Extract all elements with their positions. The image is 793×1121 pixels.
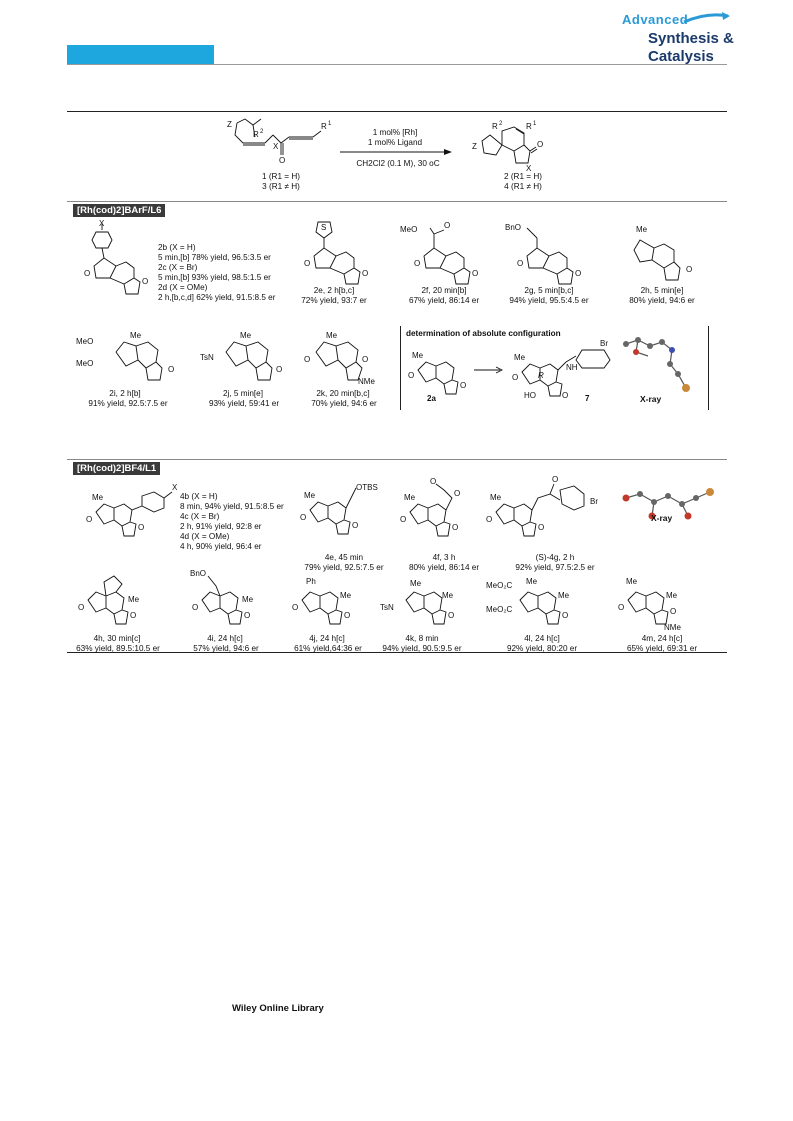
svg-text:S: S xyxy=(321,223,327,232)
svg-text:NMe: NMe xyxy=(664,623,681,632)
svg-text:O: O xyxy=(454,489,461,498)
entry-2g-result: 94% yield, 95.5:4.5 er xyxy=(509,296,589,305)
svg-text:O: O xyxy=(352,521,359,530)
entry-2h-label: 2h, 5 min[e] xyxy=(640,286,684,295)
header-divider xyxy=(67,64,727,65)
entry-4i-result: 57% yield, 94:6 er xyxy=(193,644,259,653)
svg-text:O: O xyxy=(130,611,137,620)
structure-4f xyxy=(400,478,480,555)
det-label-7: 7 xyxy=(585,394,590,403)
structure-4e xyxy=(300,480,380,555)
reagent-rh: 1 mol% [Rh] xyxy=(372,128,418,137)
svg-text:O: O xyxy=(244,611,251,620)
svg-text:MeO: MeO xyxy=(76,359,94,368)
entry-4b-result: 8 min, 94% yield, 91.5:8.5 er xyxy=(180,502,284,511)
entry-2e-label: 2e, 2 h[b,c] xyxy=(313,286,355,295)
svg-text:Br: Br xyxy=(600,340,608,348)
entry-2b-result: 5 min,[b] 78% yield, 96.5:3.5 er xyxy=(158,253,271,262)
section2-rule xyxy=(67,459,727,460)
svg-text:O: O xyxy=(138,523,145,532)
svg-text:Me: Me xyxy=(128,595,140,604)
svg-text:O: O xyxy=(472,269,479,278)
svg-text:O: O xyxy=(552,475,559,484)
svg-text:Me: Me xyxy=(130,331,142,340)
entry-4c-result: 2 h, 91% yield, 92:8 er xyxy=(180,522,262,531)
entry-4j-result: 61% yield,64:36 er xyxy=(294,644,362,653)
entry-4l-label: 4l, 24 h[c] xyxy=(524,634,560,643)
product-label-4: 4 (R1 ≠ H) xyxy=(504,182,542,191)
svg-text:Me: Me xyxy=(490,493,502,502)
svg-text:Me: Me xyxy=(242,595,254,604)
svg-text:OTBS: OTBS xyxy=(356,483,378,492)
svg-text:Me: Me xyxy=(304,491,316,500)
svg-text:O: O xyxy=(344,611,351,620)
svg-text:O: O xyxy=(414,259,421,268)
svg-text:O: O xyxy=(279,156,286,165)
svg-text:Ph: Ph xyxy=(306,577,316,586)
structure-4l xyxy=(486,568,586,643)
svg-text:BnO: BnO xyxy=(505,223,522,232)
structure-4i xyxy=(186,568,266,643)
structure-2b xyxy=(76,220,156,305)
product-structure xyxy=(470,115,560,178)
structure-2j xyxy=(196,322,286,397)
determination-title: determination of absolute configuration xyxy=(406,329,561,338)
entry-4h-label: 4h, 30 min[c] xyxy=(93,634,141,643)
structure-2k xyxy=(296,322,386,397)
entry-2d-label: 2d (X = OMe) xyxy=(158,283,208,292)
det-label-2a: 2a xyxy=(427,394,436,403)
svg-text:HO: HO xyxy=(524,391,536,400)
svg-text:MeO: MeO xyxy=(400,225,418,234)
entry-2j-result: 93% yield, 59:41 er xyxy=(208,399,280,408)
svg-text:BnO: BnO xyxy=(190,569,207,578)
product-label-2: 2 (R1 = H) xyxy=(504,172,542,181)
entry-2d-result: 2 h,[b,c,d] 62% yield, 91.5:8.5 er xyxy=(158,293,276,302)
structure-4k xyxy=(380,568,470,643)
entry-4m-result: 65% yield, 69:31 er xyxy=(626,644,698,653)
svg-text:O: O xyxy=(300,513,307,522)
entry-4h-result: 63% yield, 89.5:10.5 er xyxy=(76,644,160,653)
structure-2e xyxy=(300,218,370,293)
substrate-structure xyxy=(225,115,335,178)
structure-2a-to-7 xyxy=(404,340,614,415)
svg-text:O: O xyxy=(304,355,311,364)
journal-logo xyxy=(622,10,734,65)
structure-4h xyxy=(78,568,158,643)
structure-4b xyxy=(86,478,182,555)
svg-text:Z: Z xyxy=(227,120,232,129)
svg-text:O: O xyxy=(512,373,519,382)
svg-text:X: X xyxy=(99,220,105,228)
svg-text:O: O xyxy=(444,221,451,230)
svg-text:O: O xyxy=(86,515,93,524)
svg-text:NMe: NMe xyxy=(358,377,375,386)
entry-4f-label: 4f, 3 h xyxy=(432,553,456,562)
svg-text:O: O xyxy=(618,603,625,612)
svg-text:O: O xyxy=(460,381,467,390)
reagent-ligand: 1 mol% Ligand xyxy=(367,138,423,147)
entry-2c-label: 2c (X = Br) xyxy=(158,263,198,272)
entry-2k-label: 2k, 20 min[b,c] xyxy=(316,389,370,398)
svg-text:R: R xyxy=(526,122,532,131)
svg-text:Z: Z xyxy=(472,142,477,151)
svg-text:O: O xyxy=(452,523,459,532)
svg-text:Me: Me xyxy=(636,225,648,234)
entry-4k-label: 4k, 8 min xyxy=(405,634,439,643)
svg-text:Me: Me xyxy=(526,577,538,586)
svg-text:MeO₂C: MeO₂C xyxy=(486,581,513,590)
svg-text:R: R xyxy=(321,122,327,131)
svg-text:Me: Me xyxy=(404,493,416,502)
svg-text:O: O xyxy=(537,140,544,149)
svg-text:NH: NH xyxy=(566,363,578,372)
svg-text:Me: Me xyxy=(412,351,424,360)
svg-text:X: X xyxy=(273,142,279,151)
svg-text:O: O xyxy=(400,515,407,524)
svg-text:Me: Me xyxy=(626,577,638,586)
entry-2c-result: 5 min,[b] 93% yield, 98.5:1.5 er xyxy=(158,273,271,282)
logo-line-2: Catalysis xyxy=(648,48,714,65)
section1-rule xyxy=(67,201,727,202)
svg-text:R: R xyxy=(492,122,498,131)
header-accent-bar xyxy=(67,45,214,64)
svg-text:TsN: TsN xyxy=(380,603,394,612)
structure-2i xyxy=(76,322,186,397)
structure-4g xyxy=(486,470,616,555)
section2-catalyst-tag: [Rh(cod)2]BF4/L1 xyxy=(73,462,160,475)
svg-text:O: O xyxy=(408,371,415,380)
svg-text:O: O xyxy=(84,269,91,278)
svg-text:TsN: TsN xyxy=(200,353,214,362)
entry-4e-result: 79% yield, 92.5:7.5 er xyxy=(304,563,384,572)
footer-wiley: Wiley Online Library xyxy=(232,1003,324,1014)
svg-text:Me: Me xyxy=(92,493,104,502)
entry-2f-label: 2f, 20 min[b] xyxy=(421,286,467,295)
svg-text:O: O xyxy=(517,259,524,268)
entry-4b-label: 4b (X = H) xyxy=(180,492,218,501)
svg-text:O: O xyxy=(292,603,299,612)
svg-text:O: O xyxy=(486,515,493,524)
svg-text:O: O xyxy=(448,611,455,620)
entry-2k-result: 70% yield, 94:6 er xyxy=(311,399,377,408)
entry-4l-result: 92% yield, 80:20 er xyxy=(506,644,578,653)
svg-text:R: R xyxy=(538,371,544,380)
svg-text:O: O xyxy=(192,603,199,612)
entry-4j-label: 4j, 24 h[c] xyxy=(309,634,345,643)
svg-text:Br: Br xyxy=(590,497,598,506)
svg-text:Me: Me xyxy=(240,331,252,340)
entry-2f-result: 67% yield, 86:14 er xyxy=(408,296,480,305)
svg-text:Me: Me xyxy=(410,579,422,588)
svg-text:Me: Me xyxy=(326,331,338,340)
structure-2g xyxy=(505,218,585,293)
svg-text:Me: Me xyxy=(666,591,678,600)
svg-text:O: O xyxy=(686,265,693,274)
svg-text:O: O xyxy=(575,269,582,278)
svg-text:O: O xyxy=(670,607,677,616)
entry-4g-label: (S)-4g, 2 h xyxy=(535,553,575,562)
logo-line-1: Synthesis & xyxy=(648,30,734,47)
svg-text:O: O xyxy=(78,603,85,612)
substrate-label-1: 1 (R1 = H) xyxy=(262,172,300,181)
svg-text:O: O xyxy=(168,365,175,374)
svg-text:R: R xyxy=(253,130,259,139)
entry-4m-label: 4m, 24 h[c] xyxy=(641,634,683,643)
xray-label-1: X-ray xyxy=(640,394,662,404)
svg-text:O: O xyxy=(362,355,369,364)
entry-2h-result: 80% yield, 94:6 er xyxy=(629,296,695,305)
svg-text:O: O xyxy=(562,391,569,400)
structure-2f xyxy=(400,218,480,293)
section1-catalyst-tag: [Rh(cod)2]BArF/L6 xyxy=(73,204,165,217)
reaction-arrow-icon xyxy=(338,148,456,156)
entry-4d-label: 4d (X = OMe) xyxy=(180,532,230,541)
svg-text:O: O xyxy=(430,478,437,486)
svg-text:Me: Me xyxy=(340,591,352,600)
svg-text:X: X xyxy=(172,483,178,492)
svg-text:Me: Me xyxy=(442,591,454,600)
svg-text:2: 2 xyxy=(260,129,264,135)
entry-4c-label: 4c (X = Br) xyxy=(180,512,220,521)
entry-4f-result: 80% yield, 86:14 er xyxy=(408,563,480,572)
logo-advanced: Advanced xyxy=(622,12,689,27)
svg-text:O: O xyxy=(562,611,569,620)
entry-4k-result: 94% yield, 90.5:9.5 er xyxy=(382,644,462,653)
svg-text:1: 1 xyxy=(328,121,332,127)
xray-label-2: X-ray xyxy=(651,513,673,523)
svg-text:Me: Me xyxy=(558,591,570,600)
svg-text:MeO₂C: MeO₂C xyxy=(486,605,513,614)
svg-text:O: O xyxy=(538,523,545,532)
logo-swoosh-icon xyxy=(682,10,732,26)
svg-text:O: O xyxy=(142,277,149,286)
svg-text:X: X xyxy=(526,164,532,173)
entry-2i-label: 2i, 2 h[b] xyxy=(109,389,141,398)
svg-text:Me: Me xyxy=(514,353,526,362)
structure-4m xyxy=(618,568,698,643)
entry-2j-label: 2j, 5 min[e] xyxy=(222,389,264,398)
entry-2i-result: 91% yield, 92.5:7.5 er xyxy=(88,399,168,408)
structure-4j xyxy=(292,568,372,643)
reaction-conditions: CH2Cl2 (0.1 M), 30 oC xyxy=(356,159,440,168)
entry-4e-label: 4e, 45 min xyxy=(324,553,364,562)
svg-text:1: 1 xyxy=(533,121,537,127)
scheme-top-rule xyxy=(67,111,727,112)
entry-4g-result: 92% yield, 97.5:2.5 er xyxy=(515,563,595,572)
svg-text:O: O xyxy=(276,365,283,374)
entry-2b-label: 2b (X = H) xyxy=(158,243,196,252)
svg-text:O: O xyxy=(362,269,369,278)
substrate-label-3: 3 (R1 ≠ H) xyxy=(262,182,300,191)
entry-2g-label: 2g, 5 min[b,c] xyxy=(524,286,574,295)
structure-2h xyxy=(620,218,700,293)
entry-2e-result: 72% yield, 93:7 er xyxy=(301,296,367,305)
svg-text:O: O xyxy=(304,259,311,268)
svg-text:2: 2 xyxy=(499,121,503,127)
svg-text:MeO: MeO xyxy=(76,337,94,346)
entry-4i-label: 4i, 24 h[c] xyxy=(207,634,243,643)
entry-4d-result: 4 h, 90% yield, 96:4 er xyxy=(180,542,262,551)
